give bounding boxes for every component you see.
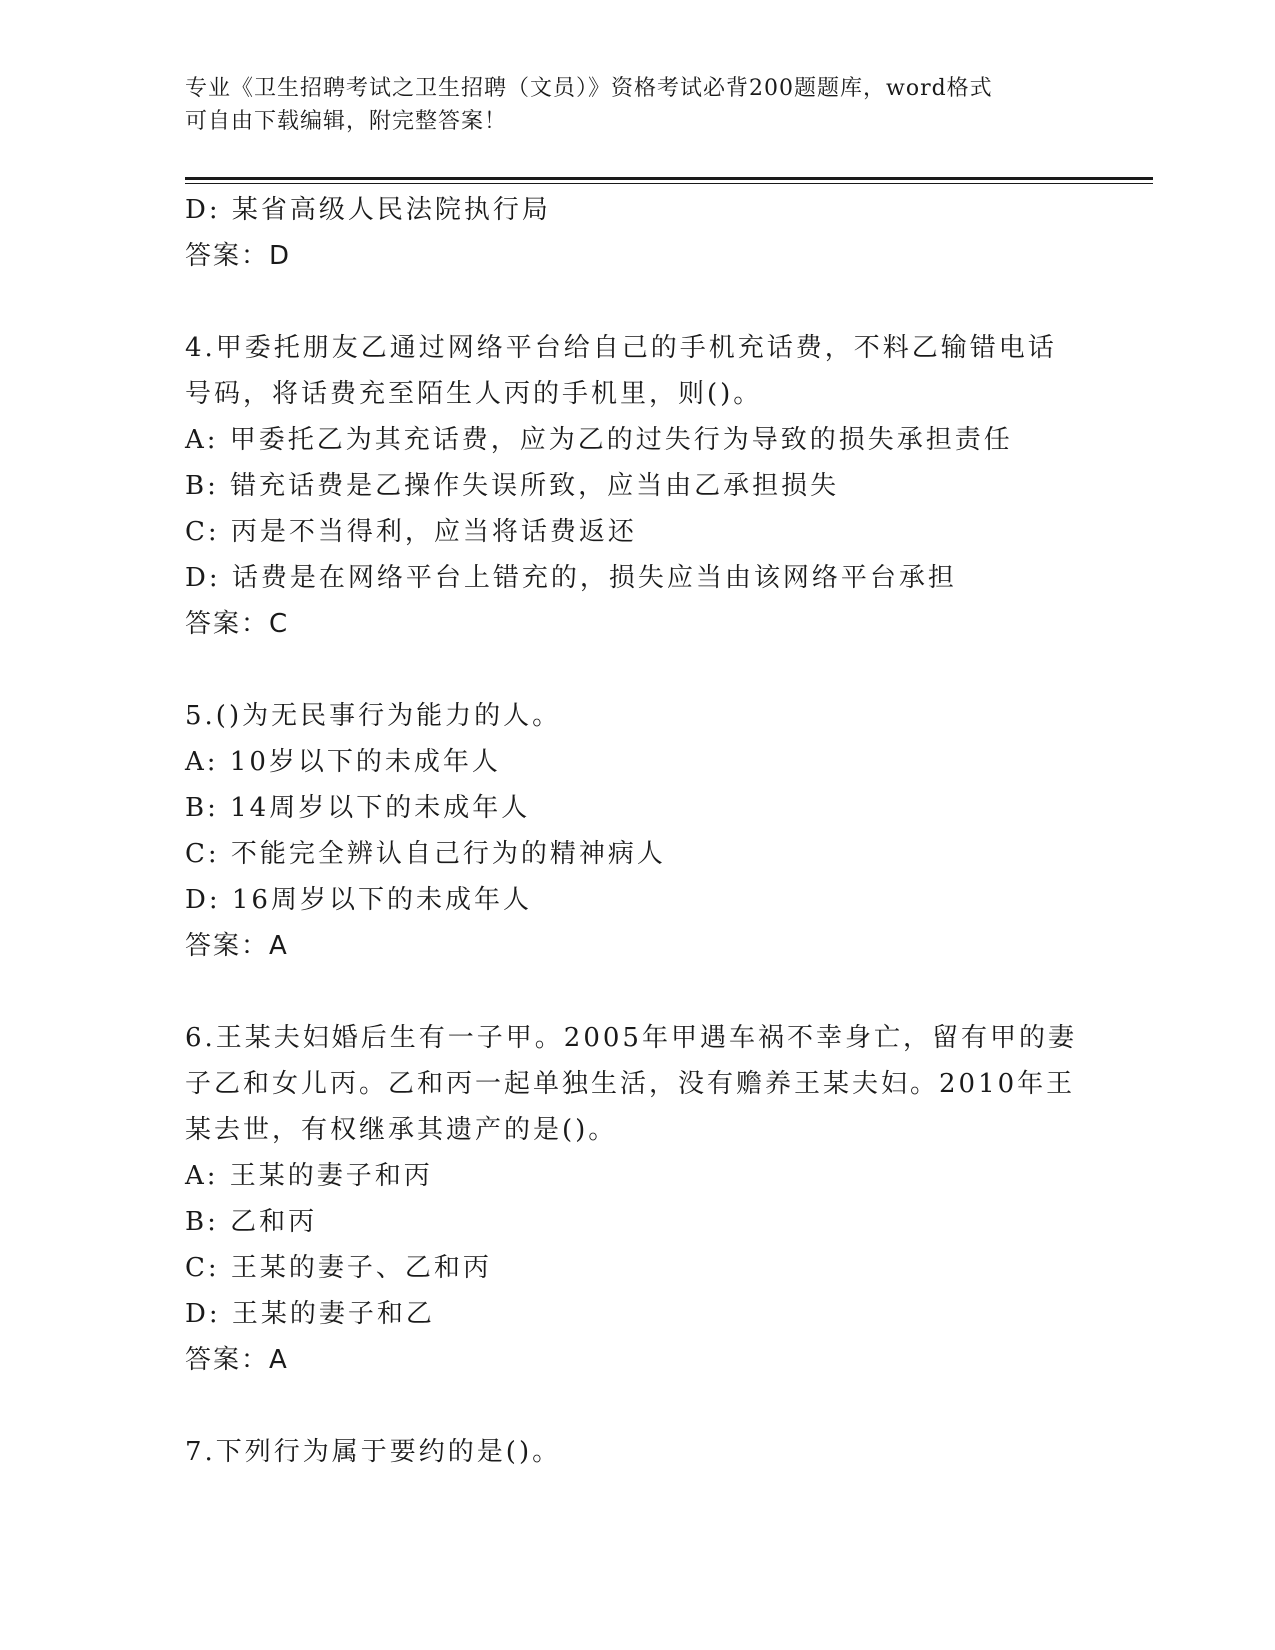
- header-line-1: 专业《卫生招聘考试之卫生招聘（文员）》资格考试必背200题题库，word格式: [185, 76, 993, 101]
- question-stem: 某去世，有权继承其遗产的是()。: [185, 1115, 618, 1145]
- spacer: [185, 969, 1085, 1015]
- option-d: D: 16周岁以下的未成年人: [185, 885, 532, 915]
- option-a: A: 10岁以下的未成年人: [185, 747, 501, 777]
- option-c: C: 丙是不当得利，应当将话费返还: [185, 517, 637, 547]
- question-stem: 号码，将话费充至陌生人丙的手机里，则()。: [185, 379, 763, 409]
- header-divider-thick: [185, 177, 1153, 180]
- question-stem: 4.甲委托朋友乙通过网络平台给自己的手机充话费，不料乙输错电话: [185, 333, 1057, 363]
- answer: 答案：D: [185, 241, 292, 271]
- question-3-tail: [185, 187, 1085, 279]
- header-divider-thin: [185, 183, 1153, 184]
- document-body: [185, 187, 1085, 1475]
- option-b: B: 错充话费是乙操作失误所致，应当由乙承担损失: [185, 471, 840, 501]
- option-b: B: 14周岁以下的未成年人: [185, 793, 531, 823]
- header-line-2: 可自由下载编辑，附完整答案！: [185, 109, 508, 134]
- question-stem: 5.()为无民事行为能力的人。: [185, 701, 562, 731]
- question-stem: 6.王某夫妇婚后生有一子甲。2005年甲遇车祸不幸身亡，留有甲的妻: [185, 1023, 1077, 1053]
- question-4: [185, 325, 1085, 647]
- spacer: [185, 647, 1085, 693]
- spacer: [185, 1383, 1085, 1429]
- spacer: [185, 279, 1085, 325]
- question-stem: 7.下列行为属于要约的是()。: [185, 1437, 562, 1467]
- document-header: [185, 72, 1065, 138]
- option-d: D: 某省高级人民法院执行局: [185, 195, 551, 225]
- answer: 答案：C: [185, 609, 290, 639]
- question-stem: 子乙和女儿丙。乙和丙一起单独生活，没有赡养王某夫妇。2010年王: [185, 1069, 1076, 1099]
- option-a: A: 甲委托乙为其充话费，应为乙的过失行为导致的损失承担责任: [185, 425, 1013, 455]
- answer: 答案：A: [185, 931, 289, 961]
- option-d: D: 王某的妻子和乙: [185, 1299, 435, 1329]
- question-5: [185, 693, 1085, 969]
- question-7: [185, 1429, 1085, 1475]
- option-a: A: 王某的妻子和丙: [185, 1161, 433, 1191]
- option-b: B: 乙和丙: [185, 1207, 318, 1237]
- question-6: [185, 1015, 1085, 1383]
- option-c: C: 王某的妻子、乙和丙: [185, 1253, 492, 1283]
- option-d: D: 话费是在网络平台上错充的，损失应当由该网络平台承担: [185, 563, 957, 593]
- option-c: C: 不能完全辨认自己行为的精神病人: [185, 839, 666, 869]
- answer: 答案：A: [185, 1345, 289, 1375]
